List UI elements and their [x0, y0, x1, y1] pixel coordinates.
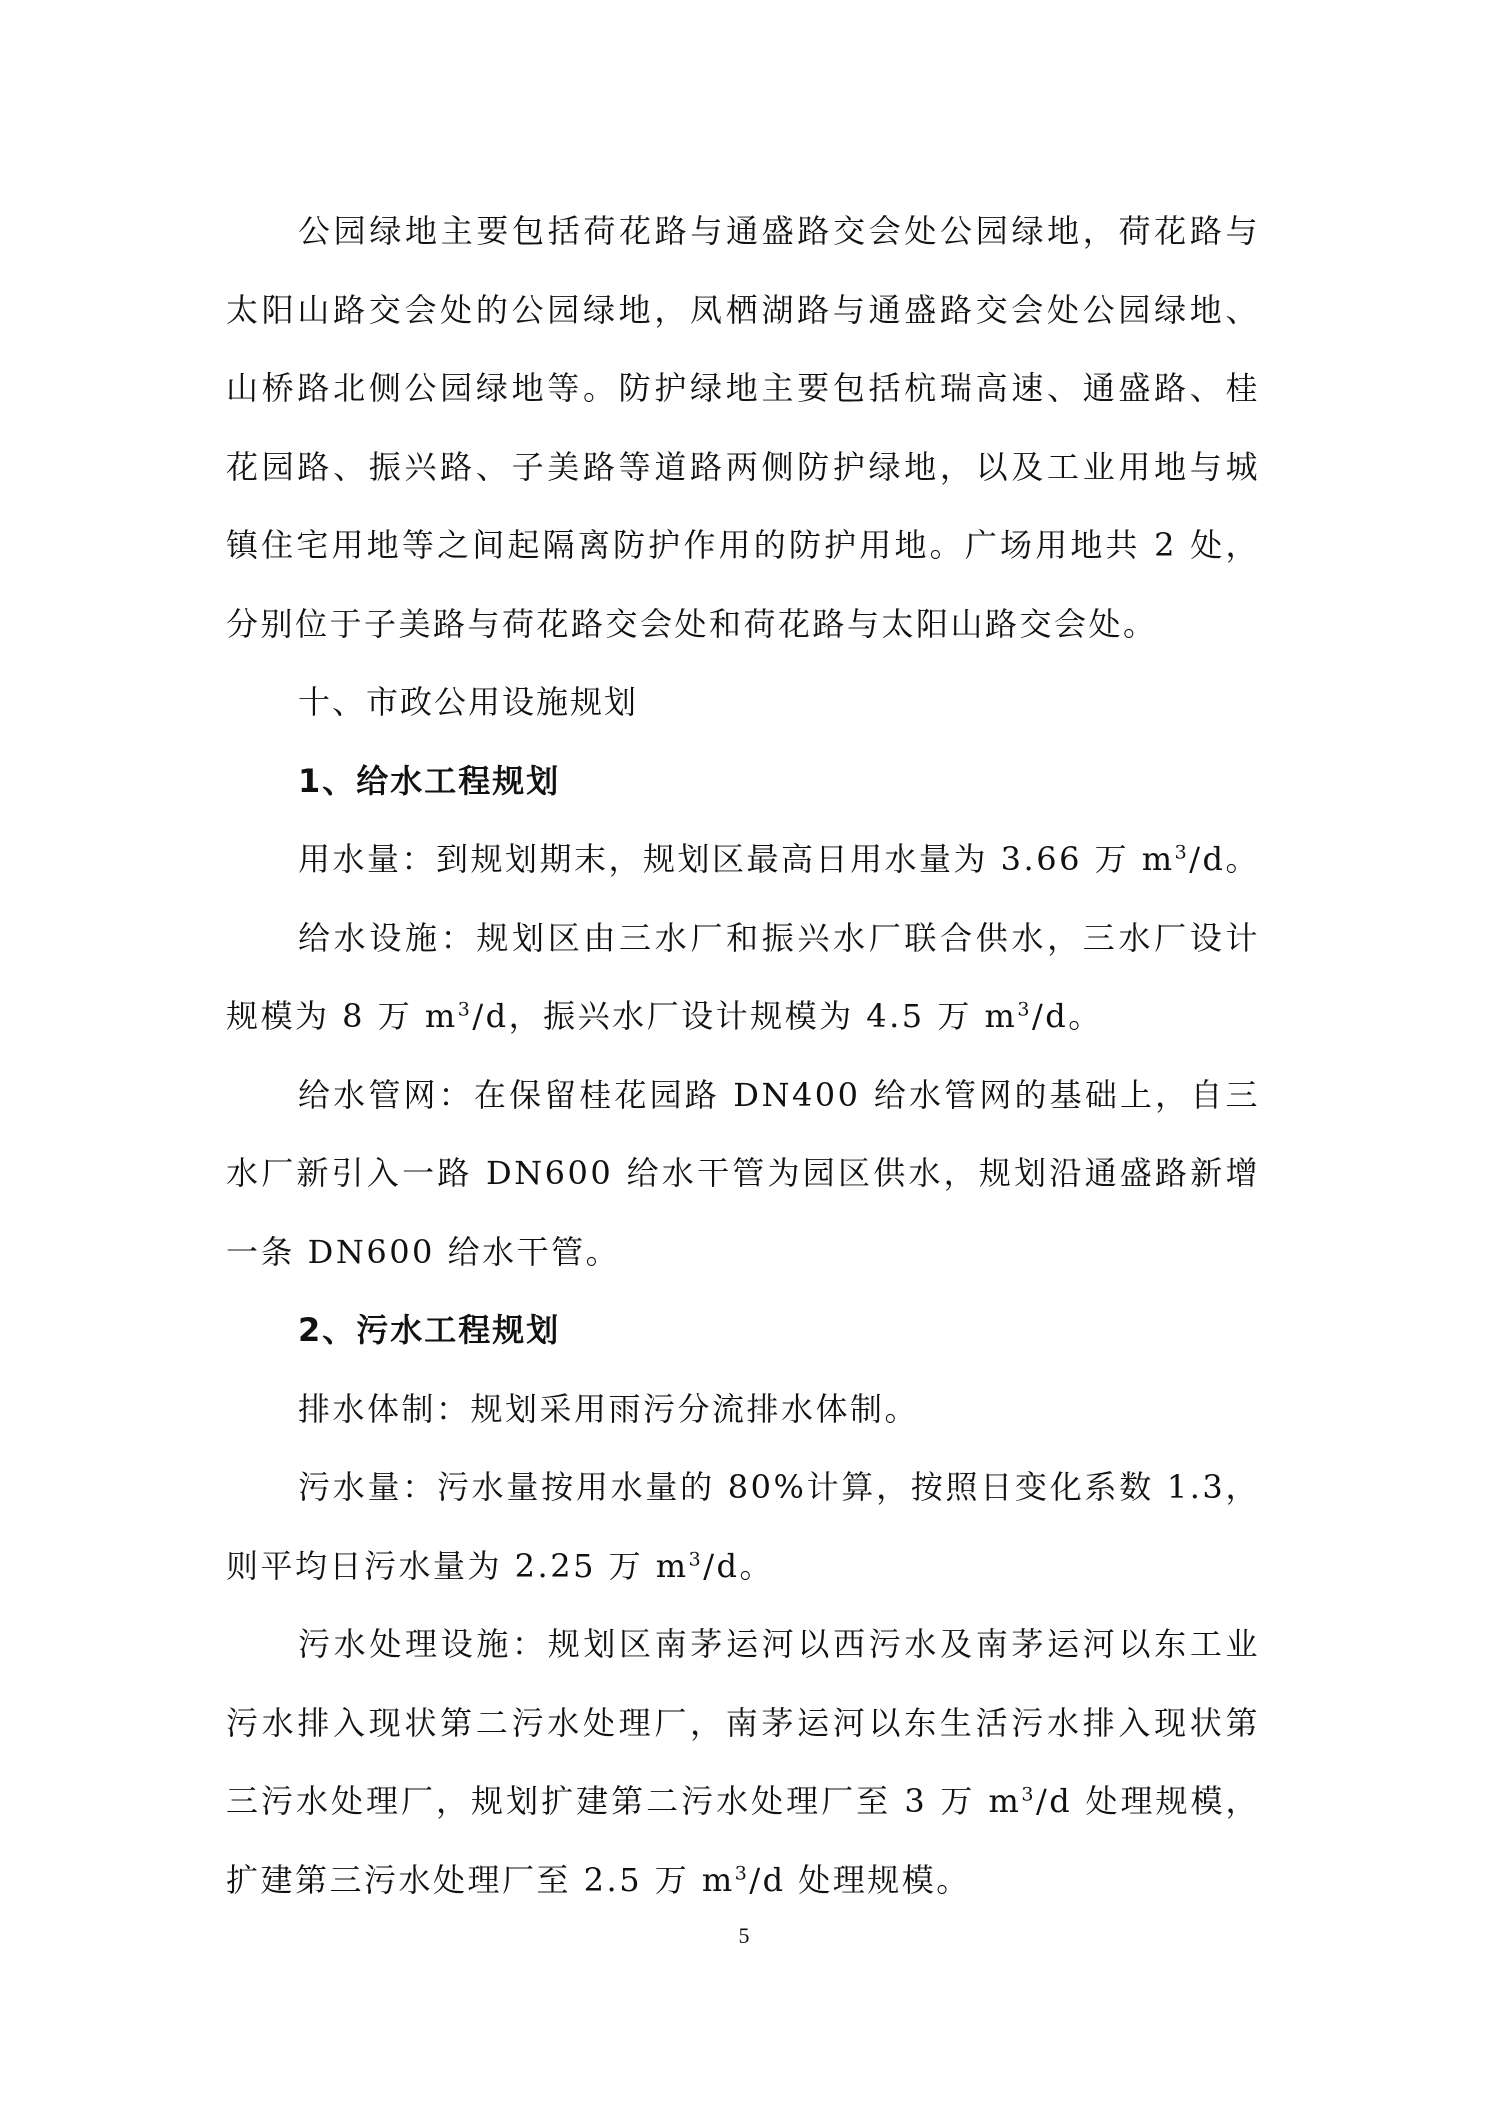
paragraph-sewage-facilities [226, 1605, 1260, 1919]
text-run: /d 处理规模，扩建第三污水处理厂至 2.5 万 m [226, 1782, 1260, 1899]
paragraph-water-consumption [226, 820, 1260, 899]
text-run: 污水量：污水量按用水量的 80%计算，按照日变化系数 1.3，则平均日污水量为 2.25 万 m [226, 1468, 1260, 1585]
subsection-heading-water-supply: 1、给水工程规划 [298, 761, 561, 800]
paragraph-sewage-volume [226, 1448, 1260, 1605]
paragraph-water-facilities [226, 899, 1260, 1056]
text-run: 给水设施：规划区由三水厂和振兴水厂联合供水，三水厂设计规模为 8 万 m [226, 918, 1260, 1035]
text-run: /d。 [703, 1546, 774, 1585]
page-body [226, 192, 1260, 1919]
subsection-heading-sewage: 2、污水工程规划 [298, 1311, 561, 1349]
superscript: 3 [688, 1547, 704, 1570]
text-run: /d，振兴水厂设计规模为 4.5 万 m [472, 997, 1018, 1035]
section-heading-municipal-facilities: 十、市政公用设施规划 [298, 683, 639, 721]
paragraph-water-network: 给水管网：在保留桂花园路 DN400 给水管网的基础上，自三水厂新引入一路 DN600 给水干管为园区供水，规划沿通盛路新增一条 DN600 给水干管。 [226, 1075, 1260, 1271]
text-run: /d 处理规模。 [749, 1860, 971, 1899]
superscript: 3 [457, 998, 473, 1021]
superscript: 3 [1021, 1783, 1036, 1806]
page-number: 5 [738, 1923, 750, 1948]
superscript: 3 [1017, 998, 1032, 1021]
paragraph-drainage-system: 排水体制：规划采用雨污分流排水体制。 [298, 1389, 920, 1428]
superscript: 3 [734, 1861, 750, 1884]
text-run: 污水处理设施：规划区南茅运河以西污水及南茅运河以东工业污水排入现状第二污水处理厂，南茅运河以东生活污水排入现状第三污水处理厂，规划扩建第二污水处理厂至 3 万 m [226, 1625, 1260, 1820]
superscript: 3 [1174, 841, 1190, 864]
text-run: /d。 [1031, 997, 1103, 1035]
text-run: /d。 [1189, 840, 1260, 878]
paragraph-green-space: 公园绿地主要包括荷花路与通盛路交会处公园绿地，荷花路与太阳山路交会处的公园绿地，凤栖湖路与通盛路交会处公园绿地、山桥路北侧公园绿地等。防护绿地主要包括杭瑞高速、通盛路、桂花园路、振兴路、子美路等道路两侧防护绿地，以及工业用地与城镇住宅用地等之间起隔离防护作用的防护用地。广场用地共 2 处，分别位于子美路与荷花路交会处和荷花路与太阳山路交会处。 [226, 212, 1260, 643]
text-run: 用水量：到规划期末，规划区最高日用水量为 3.66 万 m [298, 840, 1175, 878]
